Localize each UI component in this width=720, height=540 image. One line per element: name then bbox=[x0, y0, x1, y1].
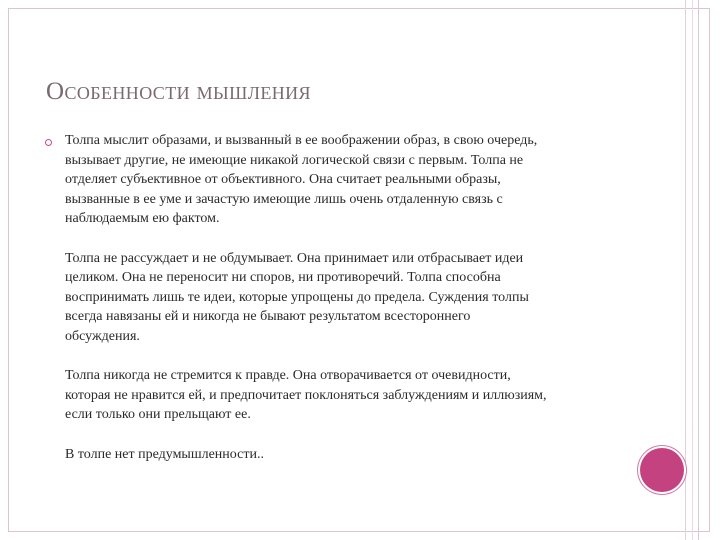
bullet-circle-icon bbox=[45, 139, 52, 146]
text-line: Толпа мыслит образами, и вызванный в ее воображении образ, в свою очередь, bbox=[65, 133, 538, 148]
paragraph-2 bbox=[65, 249, 605, 347]
text-line: В толпе нет предумышленности.. bbox=[65, 446, 264, 462]
decorative-stripe bbox=[685, 0, 686, 540]
decorative-stripe bbox=[698, 0, 699, 540]
slide-title: Особенности мышления bbox=[46, 78, 311, 105]
paragraph-1 bbox=[65, 131, 605, 229]
text-line: которая не нравится ей, и предпочитает поклоняться заблуждениям и иллюзиям, bbox=[65, 387, 547, 403]
text-line: Толпа никогда не стремится к правде. Она отворачивается от очевидности, bbox=[65, 368, 511, 383]
decorative-stripe bbox=[692, 0, 693, 540]
text-line: отделяет субъективное от объективного. Она считает реальными образы, bbox=[65, 172, 501, 187]
text-line: Толпа не рассуждает и не обдумывает. Она принимает или отбрасывает идеи bbox=[65, 250, 524, 266]
slide-body bbox=[65, 131, 605, 484]
text-line: вызывает другие, не имеющие никакой логической связи с первым. Толпа не bbox=[65, 152, 524, 168]
text-line: вызванные в ее уме и зачастую имеющие лишь очень отдаленную связь с bbox=[65, 191, 503, 207]
text-line: если только они прельщают ее. bbox=[65, 407, 251, 422]
text-line: воспринимать лишь те идеи, которые упрощены до предела. Суждения толпы bbox=[65, 289, 529, 305]
text-line: обсуждения. bbox=[65, 328, 140, 344]
paragraph-4 bbox=[65, 445, 605, 465]
decorative-circle bbox=[640, 448, 684, 492]
text-line: целиком. Она не переносит ни споров, ни противоречий. Толпа способна bbox=[65, 270, 501, 285]
text-line: всегда навязаны ей и никогда не бывают результатом всестороннего bbox=[65, 309, 471, 324]
text-line: наблюдаемым ею фактом. bbox=[65, 211, 220, 226]
paragraph-3 bbox=[65, 366, 605, 425]
